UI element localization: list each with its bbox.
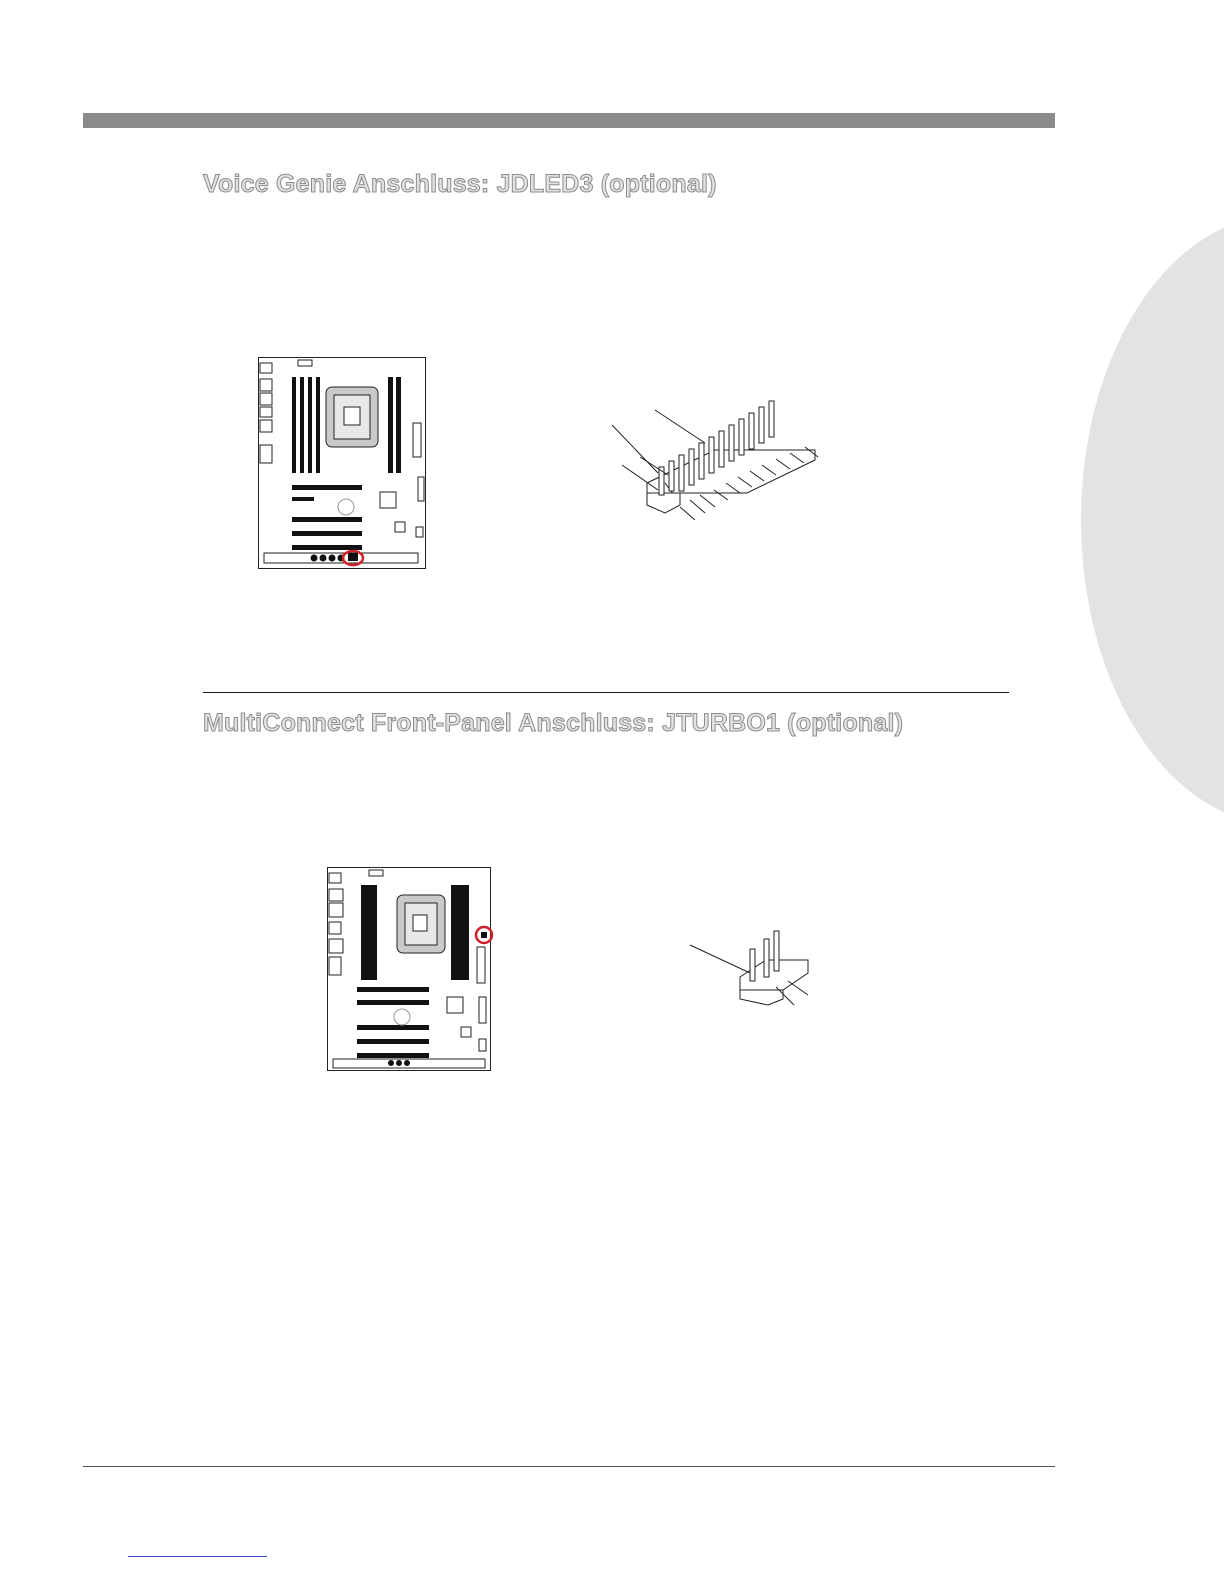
chapter-side-tab <box>1081 215 1224 825</box>
section-divider <box>203 692 1009 693</box>
section-title-jdled3: Voice Genie Anschluss: JDLED3 (optional) <box>203 170 717 198</box>
section-title-jturbo1: MultiConnect Front-Panel Anschluss: JTURBO1 (optional) <box>203 709 904 737</box>
footer-link-underline[interactable] <box>128 1556 267 1557</box>
footer-rule <box>83 1466 1055 1467</box>
page-header-bar <box>83 113 1055 128</box>
motherboard-diagram-jturbo1 <box>327 867 493 1071</box>
motherboard-diagram-jdled3 <box>258 357 426 569</box>
jdled3-pin-header <box>610 395 830 535</box>
jturbo1-pin-header <box>688 925 823 1010</box>
